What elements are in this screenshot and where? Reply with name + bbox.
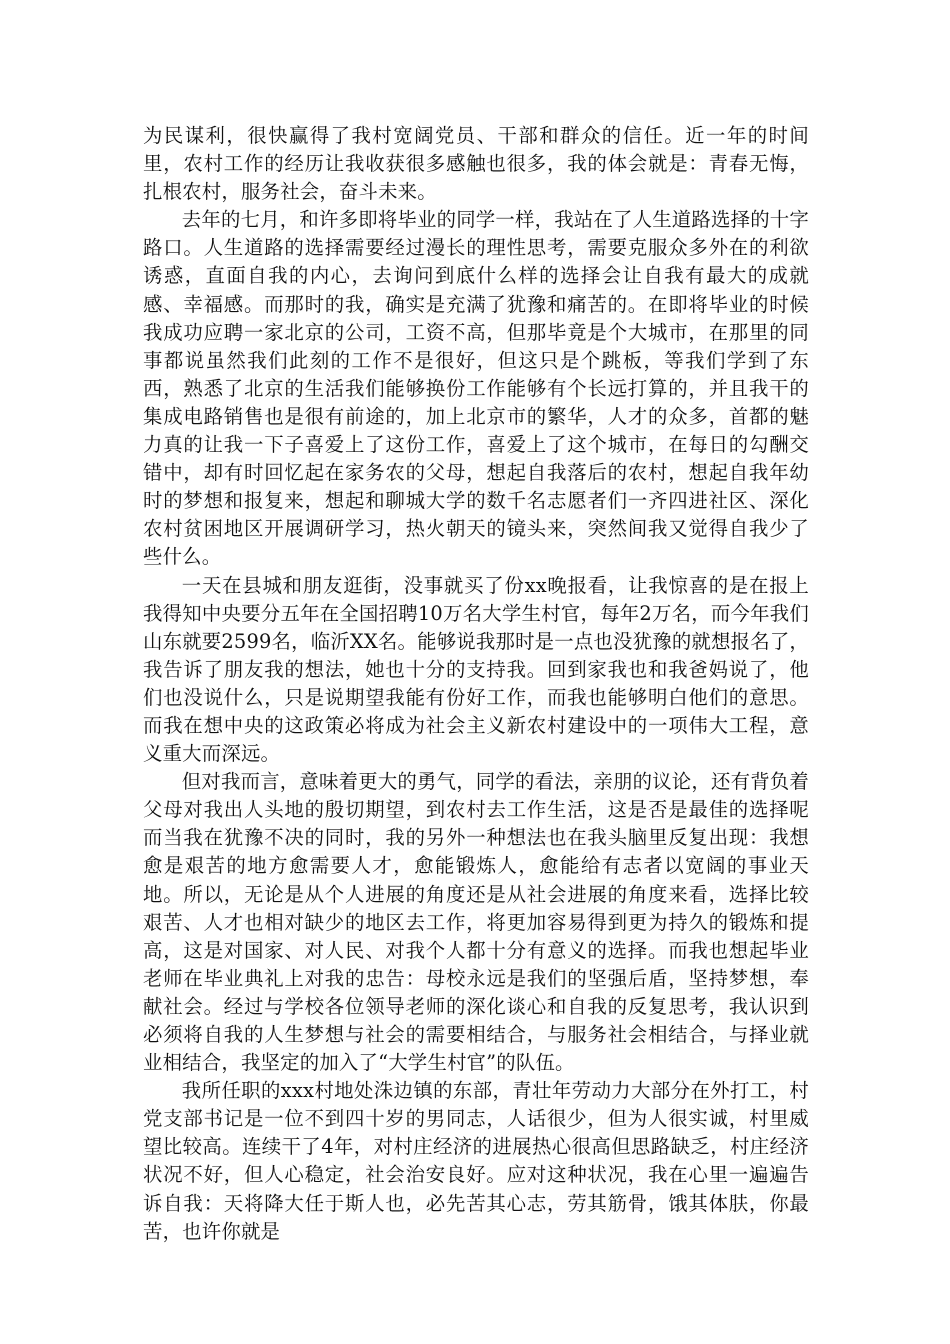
paragraph: 我所任职的xxx村地处洙边镇的东部，青壮年劳动力大部分在外打工，村党支部书记是一位不到四十岁的男同志，人话很少，但为人很实诚，村里威望比较高。连续干了4年，对村庄经济的进展热心很高但思路缺乏，村庄经济状况不好，但人心稳定，社会治安良好。应对这种状况，我在心里一遍遍告诉自我：天将降大任于斯人也，必先苦其心志，劳其筋骨，饿其体肤，你最苦，也许你就是 xyxy=(143,1079,809,1243)
paragraph: 一天在县城和朋友逛街，没事就买了份xx晚报看，让我惊喜的是在报上我得知中央要分五年在全国招聘10万名大学生村官，每年2万名，而今年我们山东就要2599名，临沂XX名。能够说我那时是一点也没犹豫的就想报名了，我告诉了朋友我的想法，她也十分的支持我。回到家我也和我爸妈说了，他们也没说什么，只是说期望我能有份好工作，而我也能够明白他们的意思。而我在想中央的这政策必将成为社会主义新农村建设中的一项伟大工程，意义重大而深远。 xyxy=(143,573,809,766)
paragraph: 但对我而言，意味着更大的勇气，同学的看法，亲朋的议论，还有背负着父母对我出人头地的殷切期望，到农村去工作生活，这是否是最佳的选择呢而当我在犹豫不决的同时，我的另外一种想法也在我头脑里反复出现：我想愈是艰苦的地方愈需要人才，愈能锻炼人，愈能给有志者以宽阔的事业天地。所以，无论是从个人进展的角度还是从社会进展的角度来看，选择比较艰苦、人才也相对缺少的地区去工作，将更加容易得到更为持久的锻炼和提高，这是对国家、对人民、对我个人都十分有意义的选择。而我也想起毕业老师在毕业典礼上对我的忠告：母校永远是我们的坚强后盾，坚持梦想，奉献社会。经过与学校各位领导老师的深化谈心和自我的反复思考，我认识到必须将自我的人生梦想与社会的需要相结合，与服务社会相结合，与择业就业相结合，我坚定的加入了“大学生村官”的队伍。 xyxy=(143,770,809,1075)
paragraph: 去年的七月，和许多即将毕业的同学一样，我站在了人生道路选择的十字路口。人生道路的选择需要经过漫长的理性思考，需要克服众多外在的利欲诱惑，直面自我的内心，去询问到底什么样的选择会让自我有最大的成就感、幸福感。而那时的我，确实是充满了犹豫和痛苦的。在即将毕业的时候我成功应聘一家北京的公司，工资不高，但那毕竟是个大城市，在那里的同事都说虽然我们此刻的工作不是很好，但这只是个跳板，等我们学到了东西，熟悉了北京的生活我们能够换份工作能够有个长远打算的，并且我干的集成电路销售也是很有前途的，加上北京市的繁华，人才的众多，首都的魅力真的让我一下子喜爱上了这份工作，喜爱上了这个城市，在每日的勾酬交错中，却有时回忆起在家务农的父母，想起自我落后的农村，想起自我年幼时的梦想和报复来，想起和聊城大学的数千名志愿者们一齐四进社区、深化农村贫困地区开展调研学习，热火朝天的镜头来，突然间我又觉得自我少了些什么。 xyxy=(143,208,809,569)
document-body xyxy=(143,122,809,1246)
paragraph: 为民谋利，很快赢得了我村宽阔党员、干部和群众的信任。近一年的时间里，农村工作的经历让我收获很多感触也很多，我的体会就是：青春无悔，扎根农村，服务社会，奋斗未来。 xyxy=(143,124,809,204)
